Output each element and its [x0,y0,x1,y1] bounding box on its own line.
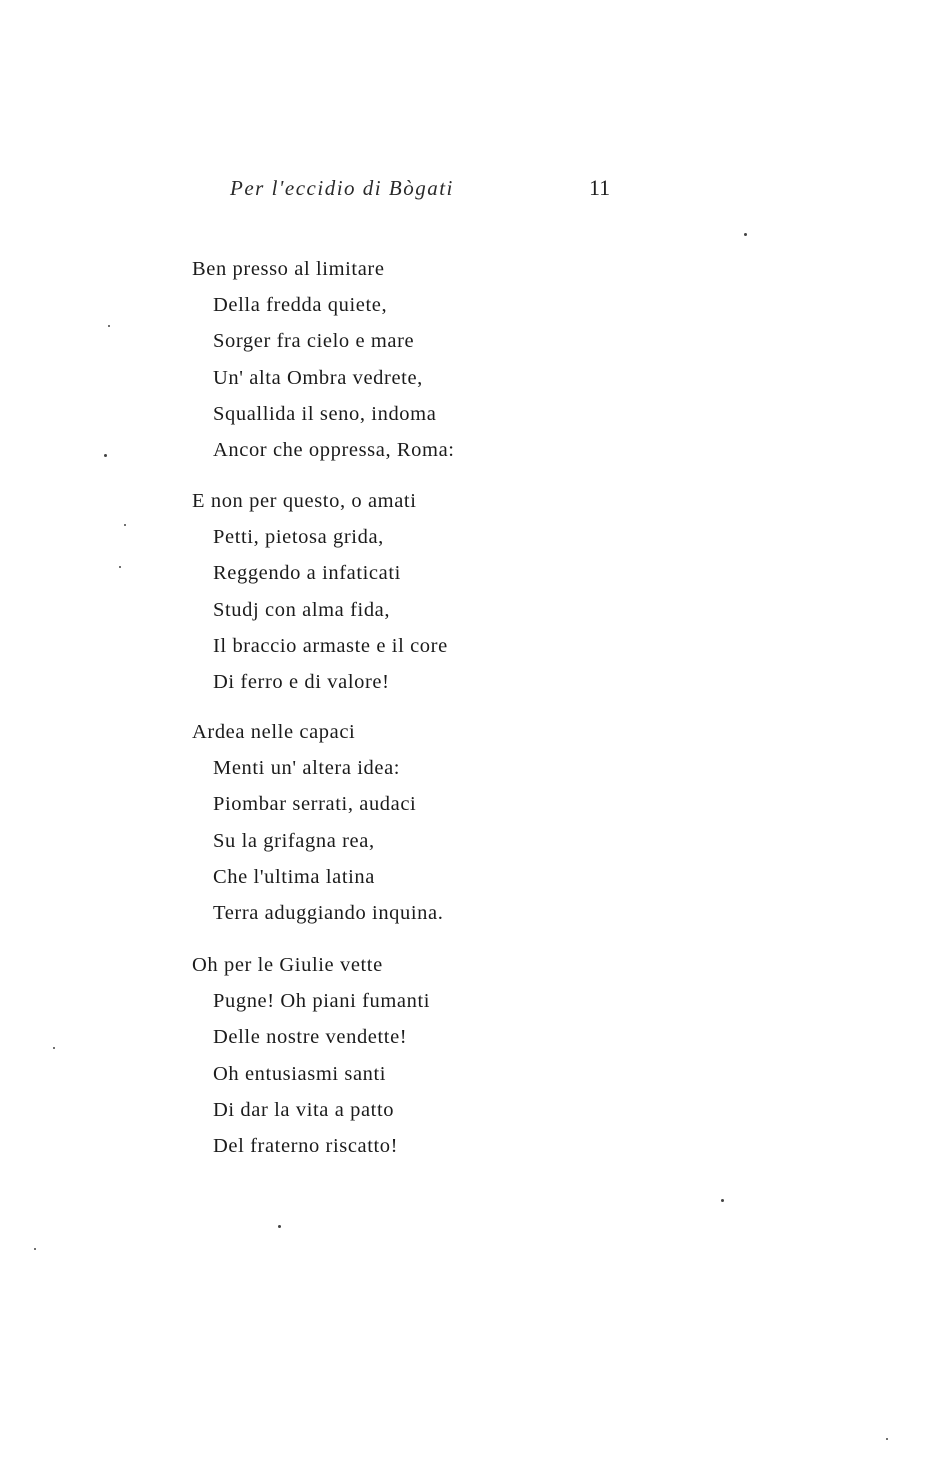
verse-line: Piombar serrati, audaci [213,793,417,816]
verse-line: Su la grifagna rea, [213,829,375,852]
verse-line: Del fraterno riscatto! [213,1134,399,1157]
verse-line: Della fredda quiete, [213,294,388,317]
verse-line: Delle nostre vendette! [213,1026,408,1049]
verse-line: E non per questo, o amati [192,490,417,512]
running-title: Per l'eccidio di Bògati [230,176,454,200]
verse-line: Pugne! Oh piani fumanti [213,990,431,1013]
scan-speck [278,1225,281,1228]
verse-line: Un' alta Ombra vedrete, [213,366,423,389]
scan-speck [744,233,747,236]
verse-line: Ardea nelle capaci [192,721,356,743]
scan-speck [104,454,107,457]
stanza-4 [192,952,612,1169]
verse-line: Che l'ultima latina [213,865,375,888]
stanza-1 [192,256,612,473]
scan-speck [124,524,126,526]
verse-line: Di dar la vita a patto [213,1098,395,1121]
verse-line: Reggendo a infaticati [213,562,401,585]
scan-speck [886,1438,888,1440]
verse-line: Terra aduggiando inquina. [213,901,444,924]
verse-line: Ancor che oppressa, Roma: [213,438,455,461]
verse-line: Studj con alma fida, [213,598,391,621]
stanza-3 [192,719,612,936]
verse-line: Sorger fra cielo e mare [213,330,415,353]
verse-line: Di ferro e di valore! [213,670,390,693]
verse-line: Ben presso al limitare [192,258,385,280]
scan-speck [721,1199,724,1202]
verse-line: Squallida il seno, indoma [213,402,437,425]
page-number: 11 [589,175,611,200]
stanza-2 [192,488,612,705]
scan-speck [34,1248,36,1250]
verse-line: Il braccio armaste e il core [213,634,448,657]
verse-line: Oh entusiasmi santi [213,1062,387,1085]
verse-line: Menti un' altera idea: [213,757,401,780]
scan-speck [108,325,110,327]
scan-speck [53,1047,55,1049]
verse-line: Petti, pietosa grida, [213,526,384,549]
scan-speck [119,566,121,568]
verse-line: Oh per le Giulie vette [192,954,383,976]
